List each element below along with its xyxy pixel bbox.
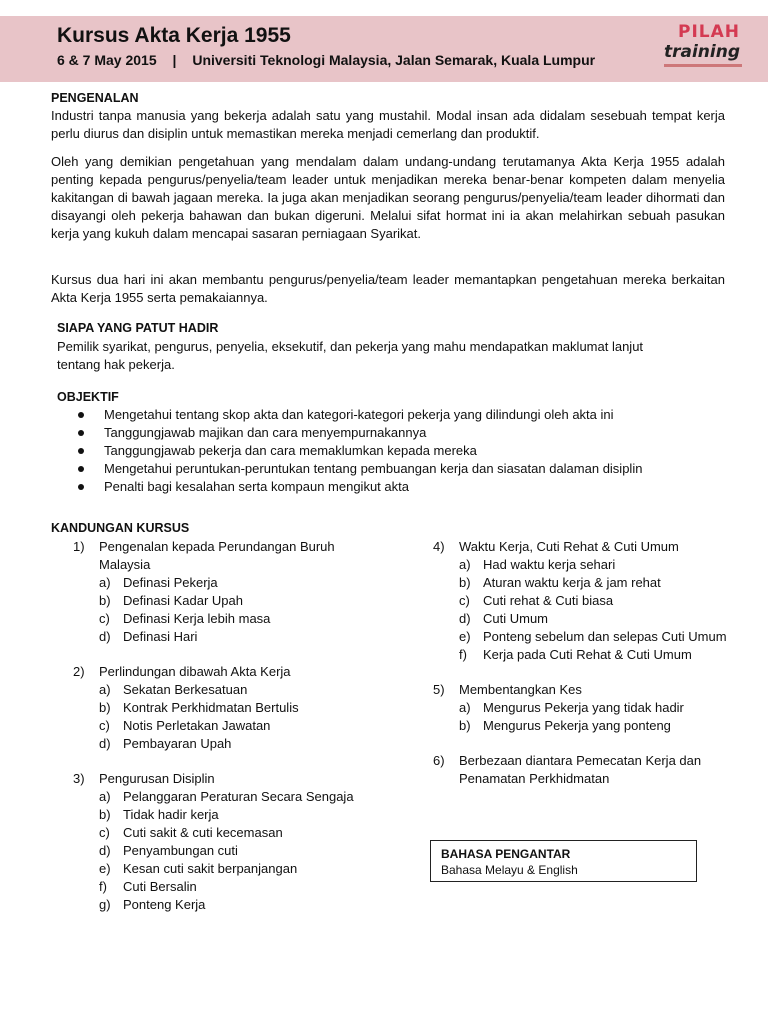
list-item xyxy=(78,406,642,424)
sub-text: Ponteng sebelum dan selepas Cuti Umum xyxy=(483,629,727,644)
content-item xyxy=(73,663,393,681)
item-title: Pengurusan Disiplin xyxy=(99,771,215,786)
sub-text: Cuti sakit & cuti kecemasan xyxy=(123,825,283,840)
event-venue: Universiti Teknologi Malaysia, Jalan Semarak, Kuala Lumpur xyxy=(192,52,596,68)
sub-text: Mengurus Pekerja yang tidak hadir xyxy=(483,700,684,715)
item-title: Perlindungan dibawah Akta Kerja xyxy=(99,664,291,679)
sub-text: Definasi Kerja lebih masa xyxy=(123,611,271,626)
page-title: Kursus Akta Kerja 1955 xyxy=(57,24,291,47)
sub-item xyxy=(433,699,731,717)
item-number: 3) xyxy=(73,771,85,786)
content-item xyxy=(73,538,393,574)
sub-letter: d) xyxy=(99,629,111,644)
sub-text: Pelanggaran Peraturan Secara Sengaja xyxy=(123,789,354,804)
sub-item xyxy=(73,681,393,699)
sub-item xyxy=(433,610,731,628)
bahasa-pengantar-box xyxy=(430,840,697,882)
bullet-icon xyxy=(78,448,84,454)
sub-letter: b) xyxy=(99,807,111,822)
item-number: 2) xyxy=(73,664,85,679)
sub-text: Tidak hadir kerja xyxy=(123,807,219,822)
sub-text: Cuti rehat & Cuti biasa xyxy=(483,593,614,608)
sub-letter: a) xyxy=(459,700,471,715)
sub-item xyxy=(73,860,393,878)
sub-item xyxy=(73,735,393,753)
bahasa-value: Bahasa Melayu & English xyxy=(441,863,578,877)
siapa-line-1: Pemilik syarikat, pengurus, penyelia, eksekutif, dan pekerja yang mahu mendapatkan maklumat lanjut xyxy=(57,339,644,354)
sub-letter: g) xyxy=(99,897,111,912)
sub-letter: c) xyxy=(459,593,470,608)
sub-text: Had waktu kerja sehari xyxy=(483,557,616,572)
sub-item xyxy=(73,699,393,717)
sub-letter: b) xyxy=(459,575,471,590)
sub-letter: c) xyxy=(99,718,110,733)
sub-letter: e) xyxy=(99,861,111,876)
bullet-icon xyxy=(78,484,84,490)
sub-text: Aturan waktu kerja & jam rehat xyxy=(483,575,661,590)
pilah-training-logo xyxy=(660,20,744,80)
item-number: 5) xyxy=(433,682,445,697)
pengenalan-paragraph-3: Kursus dua hari ini akan membantu pengurus/penyelia/team leader memantapkan pengetahuan mereka berkaitan Akta Kerja 1955 serta pemakaiannya. xyxy=(51,272,725,305)
sub-item xyxy=(73,717,393,735)
sub-item xyxy=(433,646,731,664)
item-title: Waktu Kerja, Cuti Rehat & Cuti Umum xyxy=(459,539,679,554)
siapa-line-2: tentang hak pekerja. xyxy=(57,357,175,372)
content-item xyxy=(433,538,731,556)
item-number: 1) xyxy=(73,539,85,554)
sub-letter: b) xyxy=(459,718,471,733)
sub-item xyxy=(73,806,393,824)
sub-item xyxy=(73,574,393,592)
item-title: Pengenalan kepada Perundangan Buruh Malaysia xyxy=(99,539,335,572)
sub-text: Definasi Kadar Upah xyxy=(123,593,243,608)
sub-letter: d) xyxy=(99,736,111,751)
sub-letter: f) xyxy=(459,647,467,662)
sub-letter: a) xyxy=(99,575,111,590)
kandungan-heading: KANDUNGAN KURSUS xyxy=(51,521,190,535)
sub-letter: b) xyxy=(99,700,111,715)
objektif-text: Mengetahui peruntukan-peruntukan tentang pembuangan kerja dan siasatan dalaman disiplin xyxy=(104,461,643,476)
sub-text: Cuti Umum xyxy=(483,611,549,626)
sub-item xyxy=(73,878,393,896)
logo-main-text: training xyxy=(664,42,741,62)
sub-item xyxy=(73,842,393,860)
item-title: Membentangkan Kes xyxy=(459,682,582,697)
content-group-1 xyxy=(73,538,393,646)
kandungan-left-column xyxy=(73,538,393,931)
objektif-text: Tanggungjawab majikan dan cara menyempurnakannya xyxy=(104,425,427,440)
sub-letter: a) xyxy=(99,789,111,804)
sub-text: Definasi Hari xyxy=(123,629,198,644)
bahasa-heading: BAHASA PENGANTAR xyxy=(441,847,571,861)
sub-text: Kerja pada Cuti Rehat & Cuti Umum xyxy=(483,647,692,662)
siapa-heading: SIAPA YANG PATUT HADIR xyxy=(57,321,219,335)
pengenalan-heading: PENGENALAN xyxy=(51,91,139,105)
objektif-text: Tanggungjawab pekerja dan cara memaklumkan kepada mereka xyxy=(104,443,477,458)
sub-item xyxy=(73,896,393,914)
pengenalan-paragraph-1: Industri tanpa manusia yang bekerja adalah satu yang mustahil. Modal insan ada didalam sesebuah tempat kerja perlu diurus dan disiplin untuk memastikan mereka menjadi cemerlang dan produktif. xyxy=(51,108,725,141)
header-banner xyxy=(0,16,768,82)
content-item xyxy=(73,770,393,788)
sub-letter: d) xyxy=(99,843,111,858)
content-item xyxy=(433,752,731,788)
content-item xyxy=(433,681,731,699)
sub-text: Cuti Bersalin xyxy=(123,879,197,894)
sub-letter: f) xyxy=(99,879,107,894)
objektif-list xyxy=(78,406,642,496)
sub-item xyxy=(73,592,393,610)
list-item xyxy=(78,442,642,460)
sub-letter: e) xyxy=(459,629,471,644)
list-item xyxy=(78,424,642,442)
sub-item xyxy=(433,628,731,646)
separator: | xyxy=(172,52,177,68)
sub-text: Kesan cuti sakit berpanjangan xyxy=(123,861,298,876)
item-number: 6) xyxy=(433,753,445,768)
bullet-icon xyxy=(78,430,84,436)
event-details xyxy=(57,52,595,68)
list-item xyxy=(78,460,642,478)
sub-letter: a) xyxy=(99,682,111,697)
sub-text: Definasi Pekerja xyxy=(123,575,218,590)
kandungan-right-column xyxy=(433,538,731,805)
list-item xyxy=(78,478,642,496)
objektif-text: Penalti bagi kesalahan serta kompaun mengikut akta xyxy=(104,479,409,494)
sub-letter: d) xyxy=(459,611,471,626)
sub-letter: b) xyxy=(99,593,111,608)
sub-letter: c) xyxy=(99,611,110,626)
content-group-2 xyxy=(73,663,393,753)
sub-text: Notis Perletakan Jawatan xyxy=(123,718,271,733)
content-group-6 xyxy=(433,752,731,788)
sub-item xyxy=(433,592,731,610)
content-group-4 xyxy=(433,538,731,664)
sub-item xyxy=(433,717,731,735)
sub-text: Penyambungan cuti xyxy=(123,843,238,858)
logo-tagline-bar xyxy=(664,64,742,67)
content-group-5 xyxy=(433,681,731,735)
sub-letter: c) xyxy=(99,825,110,840)
sub-text: Sekatan Berkesatuan xyxy=(123,682,248,697)
sub-text: Mengurus Pekerja yang ponteng xyxy=(483,718,671,733)
logo-top-text: PILAH xyxy=(678,22,741,42)
sub-item xyxy=(73,824,393,842)
sub-letter: a) xyxy=(459,557,471,572)
content-group-3 xyxy=(73,770,393,914)
objektif-heading: OBJEKTIF xyxy=(57,390,119,404)
sub-text: Kontrak Perkhidmatan Bertulis xyxy=(123,700,299,715)
sub-item xyxy=(433,574,731,592)
sub-item xyxy=(73,628,393,646)
bullet-icon xyxy=(78,466,84,472)
item-title: Berbezaan diantara Pemecatan Kerja dan Penamatan Perkhidmatan xyxy=(459,753,702,786)
sub-item xyxy=(433,556,731,574)
bullet-icon xyxy=(78,412,84,418)
sub-item xyxy=(73,788,393,806)
item-number: 4) xyxy=(433,539,445,554)
sub-text: Ponteng Kerja xyxy=(123,897,206,912)
sub-item xyxy=(73,610,393,628)
objektif-text: Mengetahui tentang skop akta dan kategori-kategori pekerja yang dilindungi oleh akta ini xyxy=(104,407,614,422)
pengenalan-paragraph-2: Oleh yang demikian pengetahuan yang mendalam dalam undang-undang terutamanya Akta Kerja 1955 adalah penting kepada pengurus/penyelia/team leader untuk menjadikan mereka benar-benar kompeten dalam menyelia kakitangan di bawah jagaan mereka. Ia juga akan menjadikan seorang pengurus/penyelia/team leader dihormati dan disayangi oleh pekerja bahawan dan bukan digeruni. Melalui sifat hormat ini ia akan melahirkan sebuah pasukan kerja yang kukuh dalam mencapai sasaran perniagaan Syarikat. xyxy=(51,154,725,241)
sub-text: Pembayaran Upah xyxy=(123,736,232,751)
event-date: 6 & 7 May 2015 xyxy=(57,52,157,68)
